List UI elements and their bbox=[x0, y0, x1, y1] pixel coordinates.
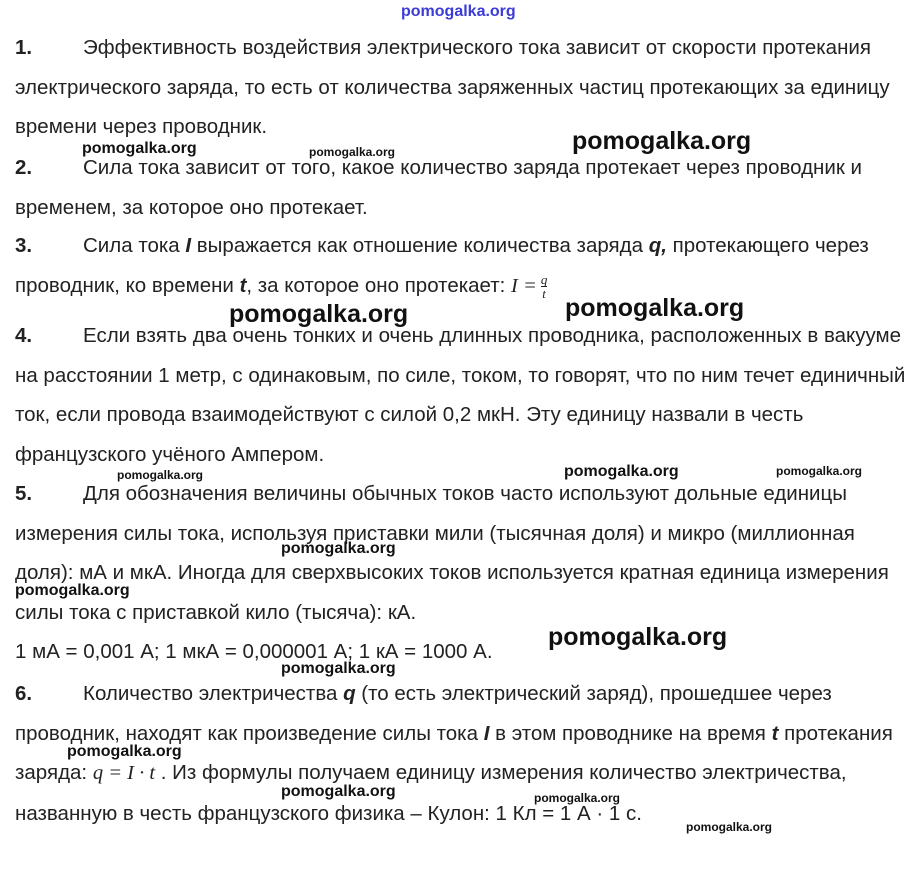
watermark: pomogalka.org bbox=[281, 660, 396, 677]
paragraph-number: 1. bbox=[15, 36, 33, 59]
watermark: pomogalka.org bbox=[686, 820, 773, 834]
paragraph-number: 6. bbox=[15, 682, 33, 705]
paragraph-1 bbox=[15, 28, 910, 147]
symbol-time: t bbox=[239, 273, 247, 297]
watermark: pomogalka.org bbox=[565, 294, 745, 322]
watermark: pomogalka.org bbox=[572, 127, 752, 155]
text-segment: протекания заряда: bbox=[15, 721, 893, 784]
watermark: pomogalka.org bbox=[117, 468, 204, 482]
watermark: pomogalka.org bbox=[82, 140, 197, 157]
paragraph-5-units bbox=[15, 632, 910, 672]
paragraph-number: 2. bbox=[15, 156, 33, 179]
formula-denominator: t bbox=[542, 285, 546, 301]
text-segment: (то есть электрический заряд), прошедшее через проводник, находят как произведение силы тока bbox=[15, 682, 832, 745]
paragraph-number: 5. bbox=[15, 482, 33, 505]
text-segment: , за которое оно протекает: bbox=[246, 273, 512, 297]
formula: q = I · t bbox=[92, 762, 156, 784]
watermark: pomogalka.org bbox=[67, 743, 182, 760]
text-segment: Количество электричества bbox=[83, 682, 344, 705]
watermark: pomogalka.org bbox=[534, 791, 621, 805]
symbol-current: I bbox=[483, 721, 490, 745]
paragraph-text: 1 мА = 0,001 А; 1 мкА = 0,000001 А; 1 кА = 1000 А. bbox=[15, 640, 493, 663]
symbol-current: I bbox=[185, 234, 192, 257]
symbol-charge: q bbox=[343, 682, 356, 705]
paragraph-number: 3. bbox=[15, 234, 33, 257]
text-segment: протекающего через проводник, ко времени bbox=[15, 234, 869, 297]
paragraph-4 bbox=[15, 316, 910, 474]
watermark: pomogalka.org bbox=[15, 582, 130, 599]
text-segment: . Из формулы получаем единицу измерения количество электричества, названную в честь французского физика – Кулон: 1 Кл = 1 А · 1 с. bbox=[15, 761, 847, 825]
paragraph-3 bbox=[15, 226, 910, 306]
paragraph-number: 4. bbox=[15, 324, 33, 347]
formula-fraction bbox=[541, 273, 548, 300]
watermark: pomogalka.org bbox=[229, 300, 409, 328]
symbol-time: t bbox=[771, 721, 779, 745]
formula-lhs: I = bbox=[511, 274, 537, 297]
paragraph-text: Для обозначения величины обычных токов часто используют дольные единицы измерения силы тока, используя приставки мили (тысячная доля) и микро (миллионная доля): мА и мкА. Иногда для сверхвысоких токов используется кратная единица измерения силы тока с приставкой кило (тысяча): кА. bbox=[15, 482, 889, 624]
watermark: pomogalka.org bbox=[776, 464, 863, 478]
symbol-charge: q, bbox=[648, 234, 667, 257]
formula-numerator: q bbox=[540, 271, 548, 287]
paragraph-text: Эффективность воздействия электрического тока зависит от скорости протекания электрического заряда, то есть от количества заряженных частиц протекающих за единицу времени через проводник. bbox=[15, 36, 890, 138]
text-segment: Сила тока bbox=[83, 234, 186, 257]
text-segment: выражается как отношение количества заряда bbox=[191, 234, 649, 257]
watermark: pomogalka.org bbox=[548, 623, 728, 651]
text-segment: в этом проводнике на время bbox=[489, 721, 772, 745]
watermark: pomogalka.org bbox=[281, 783, 396, 800]
watermark: pomogalka.org bbox=[564, 463, 679, 480]
paragraph-5 bbox=[15, 474, 910, 632]
paragraph-text: Сила тока зависит от того, какое количество заряда протекает через проводник и временем, за которое оно протекает. bbox=[15, 156, 862, 219]
watermark-top: pomogalka.org bbox=[401, 3, 516, 20]
watermark: pomogalka.org bbox=[281, 540, 396, 557]
paragraph-text: Если взять два очень тонких и очень длинных проводника, расположенных в вакууме на расстоянии 1 метр, с одинаковым, по силе, током, то говорят, что по ним течет единичный ток, если провода взаимодействуют с силой 0,2 мкН. Эту единицу назвали в честь французского учёного Ампером. bbox=[15, 324, 906, 466]
watermark: pomogalka.org bbox=[309, 145, 396, 159]
paragraph-2 bbox=[15, 148, 910, 227]
